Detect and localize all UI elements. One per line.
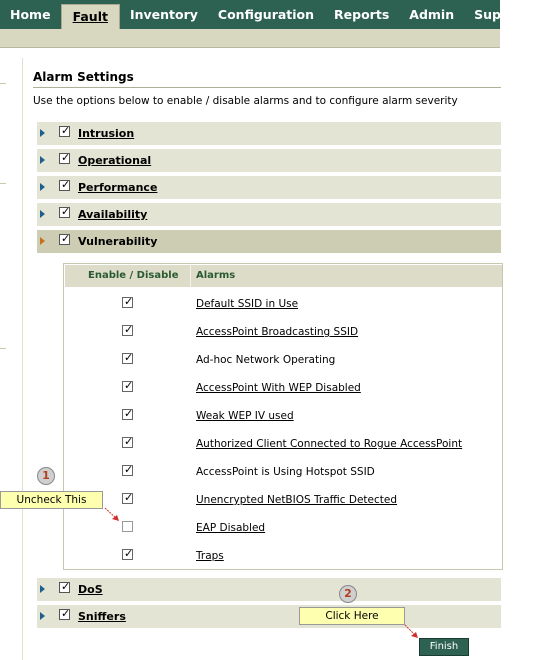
table-row [64, 429, 502, 457]
callout-uncheck-this: Uncheck This [0, 491, 103, 509]
alarm-checkbox[interactable] [122, 381, 133, 392]
nav-support[interactable]: Support [474, 7, 531, 22]
table-row [64, 541, 502, 569]
alarm-checkbox-eap-disabled[interactable] [122, 521, 133, 532]
group-checkbox[interactable] [59, 180, 70, 191]
expand-arrow-icon[interactable] [40, 585, 45, 593]
page-description: Use the options below to enable / disable alarms and to configure alarm severity [33, 95, 458, 107]
alarm-checkbox[interactable] [122, 465, 133, 476]
check-mark-icon: ✓ [124, 295, 134, 308]
alarm-checkbox[interactable] [122, 353, 133, 364]
column-divider [190, 265, 191, 287]
alarm-checkbox[interactable] [122, 297, 133, 308]
table-row [64, 457, 502, 485]
check-mark-icon: ✓ [61, 607, 71, 620]
nav-inventory[interactable]: Inventory [129, 7, 198, 22]
check-mark-icon: ✓ [61, 205, 71, 218]
alarm-checkbox[interactable] [122, 409, 133, 420]
expand-arrow-icon[interactable] [40, 156, 45, 164]
nav-configuration[interactable]: Configuration [217, 7, 315, 22]
group-label[interactable]: Performance [78, 181, 158, 194]
column-header-alarms: Alarms [196, 270, 236, 281]
main-content [22, 58, 501, 660]
expand-arrow-icon[interactable] [40, 237, 45, 245]
alarm-link[interactable]: EAP Disabled [196, 522, 266, 534]
alarm-link[interactable]: AccessPoint Broadcasting SSID [196, 326, 359, 338]
callout-number-badge: 2 [339, 585, 357, 603]
alarm-checkbox[interactable] [122, 493, 133, 504]
group-checkbox[interactable] [59, 234, 70, 245]
group-checkbox[interactable] [59, 609, 70, 620]
group-checkbox[interactable] [59, 126, 70, 137]
table-row [64, 289, 502, 317]
alarm-link[interactable]: Unencrypted NetBIOS Traffic Detected [196, 494, 398, 506]
group-availability[interactable] [37, 203, 501, 227]
alarm-label: Ad-hoc Network Operating [196, 354, 336, 366]
group-operational[interactable] [37, 149, 501, 173]
left-sidebar [0, 48, 22, 660]
table-row [64, 513, 502, 541]
check-mark-icon: ✓ [124, 435, 134, 448]
group-label[interactable]: DoS [78, 583, 103, 596]
expand-arrow-icon[interactable] [40, 612, 45, 620]
group-sniffers[interactable] [37, 605, 501, 629]
title-divider [33, 87, 501, 88]
group-label[interactable]: Availability [78, 208, 148, 221]
alarm-link[interactable]: Weak WEP IV used [196, 410, 294, 422]
table-row [64, 401, 502, 429]
group-performance[interactable] [37, 176, 501, 200]
group-label[interactable]: Sniffers [78, 610, 126, 623]
group-checkbox[interactable] [59, 153, 70, 164]
sidebar-divider [0, 83, 6, 84]
nav-fault[interactable]: Fault [61, 4, 120, 29]
check-mark-icon: ✓ [61, 178, 71, 191]
group-label[interactable]: Vulnerability [78, 235, 158, 248]
sidebar-divider [0, 183, 6, 184]
nav-admin[interactable]: Admin [409, 7, 455, 22]
table-header [65, 265, 502, 287]
table-row [64, 317, 502, 345]
expand-arrow-icon[interactable] [40, 183, 45, 191]
sub-navigation-bar [0, 29, 500, 48]
group-checkbox[interactable] [59, 207, 70, 218]
table-row [64, 373, 502, 401]
callout-click-here: Click Here [299, 607, 405, 625]
check-mark-icon: ✓ [124, 323, 134, 336]
group-intrusion[interactable] [37, 122, 501, 146]
alarm-checkbox[interactable] [122, 325, 133, 336]
group-dos[interactable] [37, 578, 501, 602]
check-mark-icon: ✓ [124, 463, 134, 476]
nav-reports[interactable]: Reports [334, 7, 390, 22]
expand-arrow-icon[interactable] [40, 129, 45, 137]
group-checkbox[interactable] [59, 582, 70, 593]
expand-arrow-icon[interactable] [40, 210, 45, 218]
check-mark-icon: ✓ [124, 379, 134, 392]
check-mark-icon: ✓ [61, 232, 71, 245]
alarm-link[interactable]: Traps [196, 550, 224, 562]
group-label[interactable]: Intrusion [78, 127, 135, 140]
alarm-link[interactable]: Authorized Client Connected to Rogue AccessPoint [196, 438, 463, 450]
group-vulnerability[interactable] [37, 230, 501, 254]
nav-home[interactable]: Home [10, 7, 51, 22]
alarm-link[interactable]: Default SSID in Use [196, 298, 299, 310]
table-row [64, 345, 502, 373]
alarm-checkbox[interactable] [122, 437, 133, 448]
check-mark-icon: ✓ [61, 151, 71, 164]
page-title: Alarm Settings [33, 70, 134, 84]
check-mark-icon: ✓ [124, 547, 134, 560]
finish-button[interactable]: Finish [419, 638, 469, 656]
check-mark-icon: ✓ [124, 491, 134, 504]
sidebar-divider [0, 348, 6, 349]
check-mark-icon: ✓ [124, 351, 134, 364]
check-mark-icon: ✓ [61, 580, 71, 593]
group-label[interactable]: Operational [78, 154, 152, 167]
alarm-checkbox[interactable] [122, 549, 133, 560]
check-mark-icon: ✓ [124, 407, 134, 420]
alarm-label: AccessPoint is Using Hotspot SSID [196, 466, 375, 478]
top-navigation [0, 0, 531, 29]
callout-number-badge: 1 [37, 467, 55, 485]
alarm-link[interactable]: AccessPoint With WEP Disabled [196, 382, 361, 394]
check-mark-icon: ✓ [61, 124, 71, 137]
column-header-enable: Enable / Disable [88, 270, 179, 281]
table-row [64, 485, 502, 513]
vulnerability-alarms-panel [63, 263, 503, 570]
